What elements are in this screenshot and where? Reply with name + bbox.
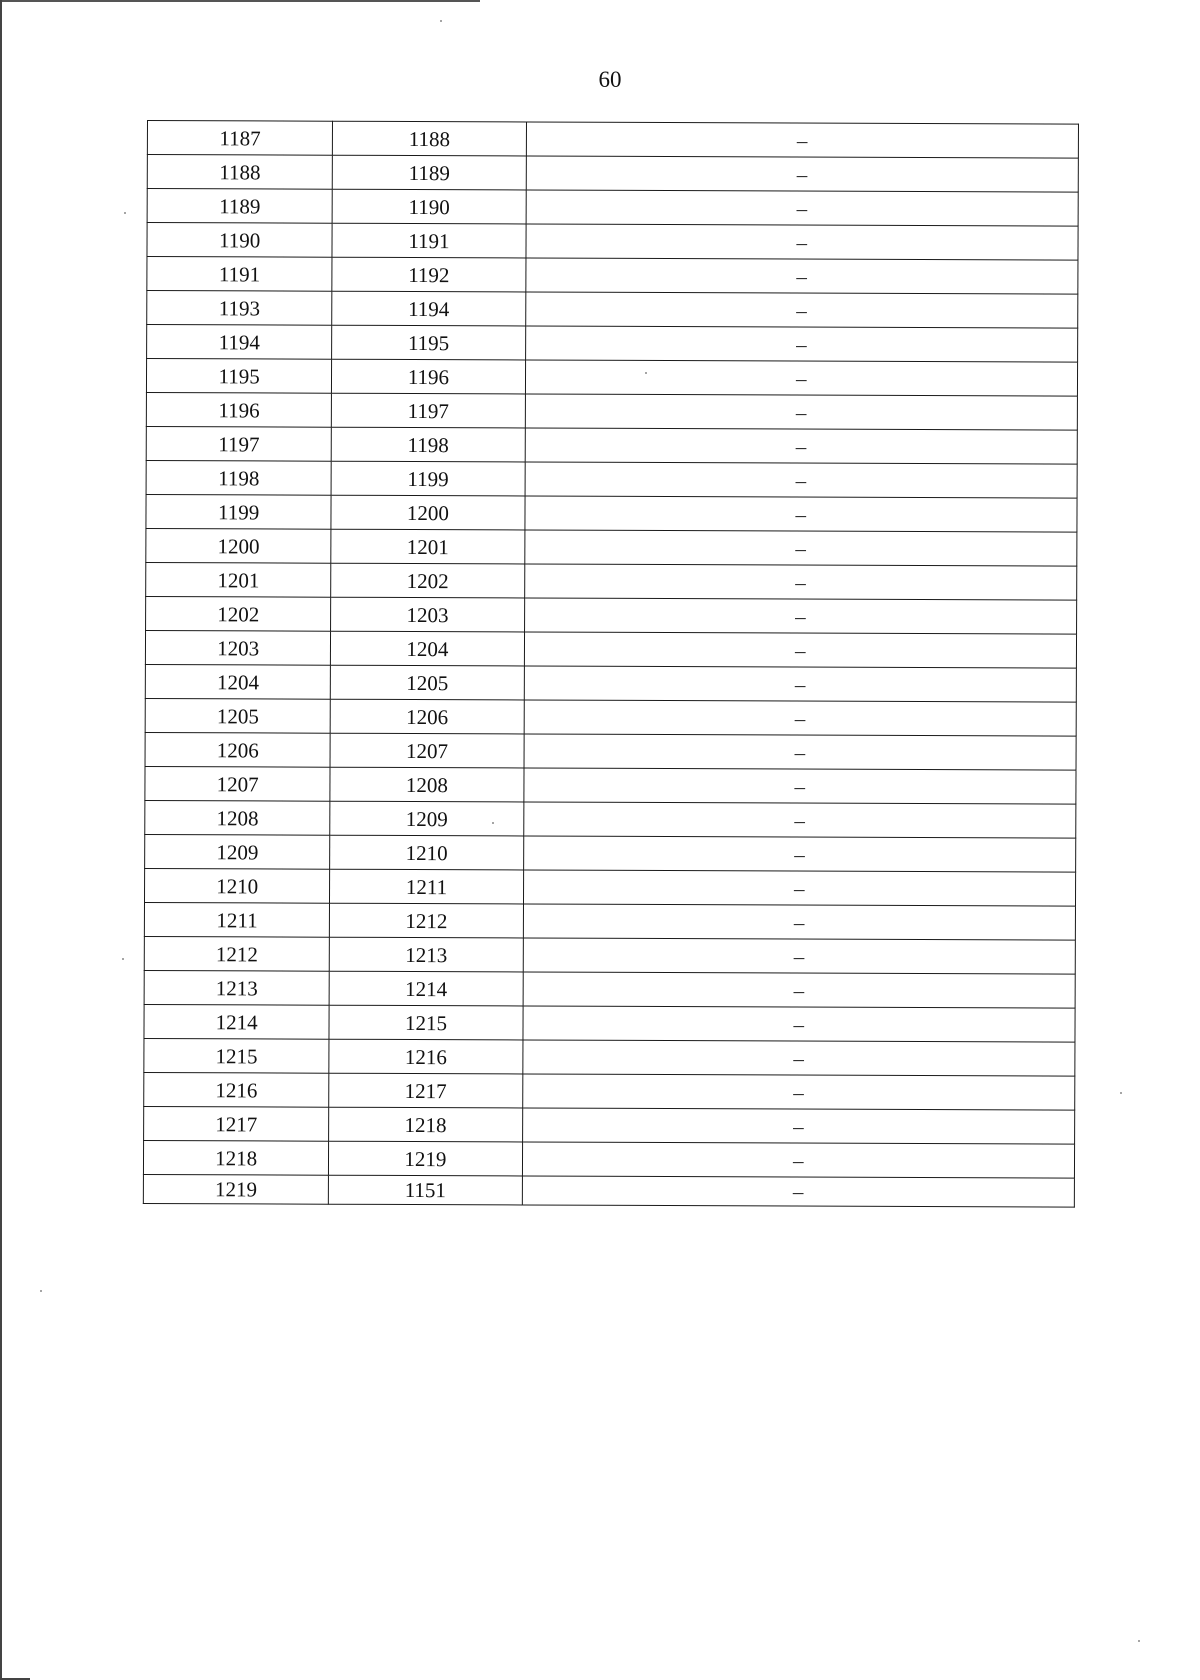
to-cell: 1214 <box>329 971 522 1006</box>
value-cell: – <box>524 632 1077 668</box>
from-cell: 1207 <box>145 766 330 801</box>
value-cell: – <box>525 428 1078 464</box>
table-row <box>144 1072 1075 1110</box>
to-cell: 1151 <box>329 1175 522 1205</box>
table-row <box>147 189 1078 227</box>
value-cell: – <box>525 496 1078 532</box>
table-row <box>146 392 1077 430</box>
table-row <box>146 359 1077 397</box>
to-cell: 1211 <box>330 869 523 904</box>
table-row <box>147 257 1078 295</box>
to-cell: 1216 <box>329 1039 522 1074</box>
table-row <box>144 1106 1075 1144</box>
from-cell: 1204 <box>145 664 330 699</box>
value-cell: – <box>525 292 1078 328</box>
value-cell: – <box>524 734 1077 770</box>
from-cell: 1188 <box>147 155 332 190</box>
table-row <box>147 155 1078 193</box>
table-row <box>147 121 1078 159</box>
page-edge-top <box>0 0 480 2</box>
value-cell: – <box>522 1176 1075 1207</box>
from-cell: 1215 <box>144 1038 329 1073</box>
from-cell: 1218 <box>143 1140 328 1175</box>
to-cell: 1201 <box>331 529 524 564</box>
to-cell: 1194 <box>332 291 525 326</box>
to-cell: 1205 <box>331 665 524 700</box>
from-cell: 1214 <box>144 1004 329 1039</box>
value-cell: – <box>523 836 1076 872</box>
from-cell: 1206 <box>145 732 330 767</box>
value-cell: – <box>523 938 1076 974</box>
scan-speck <box>440 20 442 22</box>
to-cell: 1206 <box>330 699 523 734</box>
from-cell: 1217 <box>144 1106 329 1141</box>
page-edge-left <box>0 0 2 1680</box>
scan-speck <box>124 212 126 214</box>
from-cell: 1191 <box>147 257 332 292</box>
from-cell: 1194 <box>147 325 332 360</box>
table-row <box>145 630 1076 668</box>
value-cell: – <box>522 1040 1075 1076</box>
to-cell: 1188 <box>333 121 526 156</box>
scan-speck <box>492 822 494 824</box>
value-cell: – <box>522 1074 1075 1110</box>
table-row <box>146 494 1077 532</box>
table-row <box>146 426 1077 464</box>
table-body <box>143 121 1078 1208</box>
from-cell: 1219 <box>143 1174 328 1204</box>
to-cell: 1202 <box>331 563 524 598</box>
to-cell: 1219 <box>329 1141 522 1176</box>
value-cell: – <box>525 462 1078 498</box>
value-cell: – <box>526 156 1079 192</box>
to-cell: 1207 <box>330 733 523 768</box>
table-row <box>144 868 1075 906</box>
to-cell: 1204 <box>331 631 524 666</box>
to-cell: 1200 <box>331 495 524 530</box>
from-cell: 1203 <box>145 630 330 665</box>
table-row <box>144 936 1075 974</box>
table-row <box>145 834 1076 872</box>
to-cell: 1218 <box>329 1107 522 1142</box>
table-row <box>145 664 1076 702</box>
to-cell: 1208 <box>330 767 523 802</box>
from-cell: 1198 <box>146 460 331 495</box>
table-row <box>145 766 1076 804</box>
to-cell: 1196 <box>332 359 525 394</box>
from-cell: 1210 <box>144 868 329 903</box>
page-number: 60 <box>598 67 622 92</box>
value-cell: – <box>522 1108 1075 1144</box>
to-cell: 1192 <box>332 257 525 292</box>
from-cell: 1202 <box>146 596 331 631</box>
value-cell: – <box>523 972 1076 1008</box>
to-cell: 1189 <box>333 155 526 190</box>
table-row <box>143 1140 1074 1178</box>
to-cell: 1199 <box>331 461 524 496</box>
to-cell: 1197 <box>332 393 525 428</box>
table-row <box>145 698 1076 736</box>
from-cell: 1201 <box>146 562 331 597</box>
from-cell: 1205 <box>145 698 330 733</box>
table-row <box>146 528 1077 566</box>
from-cell: 1189 <box>147 189 332 224</box>
from-cell: 1199 <box>146 494 331 529</box>
value-cell: – <box>523 870 1076 906</box>
table-row <box>144 970 1075 1008</box>
to-cell: 1209 <box>330 801 523 836</box>
value-cell: – <box>524 598 1077 634</box>
value-cell: – <box>525 326 1078 362</box>
table-row <box>147 325 1078 363</box>
from-cell: 1193 <box>147 291 332 326</box>
scan-speck <box>40 1290 42 1292</box>
value-cell: – <box>525 258 1078 294</box>
to-cell: 1212 <box>330 903 523 938</box>
table-row <box>146 460 1077 498</box>
from-cell: 1195 <box>146 359 331 394</box>
value-cell: – <box>524 666 1077 702</box>
table-row <box>145 732 1076 770</box>
table-row <box>144 902 1075 940</box>
to-cell: 1210 <box>330 835 523 870</box>
scan-speck <box>1120 1092 1122 1094</box>
scan-speck <box>122 958 124 960</box>
to-cell: 1215 <box>329 1005 522 1040</box>
from-cell: 1200 <box>146 528 331 563</box>
value-cell: – <box>526 224 1079 260</box>
table-row <box>147 223 1078 261</box>
from-cell: 1196 <box>146 392 331 427</box>
data-table <box>143 120 1079 1208</box>
value-cell: – <box>523 1006 1076 1042</box>
table-row <box>144 1038 1075 1076</box>
from-cell: 1187 <box>147 121 332 156</box>
from-cell: 1190 <box>147 223 332 258</box>
table-row <box>146 596 1077 634</box>
to-cell: 1217 <box>329 1073 522 1108</box>
value-cell: – <box>523 768 1076 804</box>
value-cell: – <box>525 394 1078 430</box>
value-cell: – <box>524 700 1077 736</box>
table-row <box>145 800 1076 838</box>
from-cell: 1211 <box>144 902 329 937</box>
to-cell: 1195 <box>332 325 525 360</box>
value-cell: – <box>524 564 1077 600</box>
to-cell: 1190 <box>332 189 525 224</box>
to-cell: 1213 <box>330 937 523 972</box>
from-cell: 1208 <box>145 800 330 835</box>
value-cell: – <box>522 1142 1075 1178</box>
table-row <box>143 1174 1074 1207</box>
from-cell: 1216 <box>144 1072 329 1107</box>
value-cell: – <box>523 904 1076 940</box>
value-cell: – <box>524 530 1077 566</box>
value-cell: – <box>526 122 1079 158</box>
scan-speck <box>645 372 647 374</box>
table-row <box>146 562 1077 600</box>
value-cell: – <box>523 802 1076 838</box>
table-row <box>147 291 1078 329</box>
value-cell: – <box>526 190 1079 226</box>
to-cell: 1198 <box>332 427 525 462</box>
from-cell: 1213 <box>144 970 329 1005</box>
from-cell: 1212 <box>144 936 329 971</box>
to-cell: 1203 <box>331 597 524 632</box>
scan-speck <box>1138 1640 1140 1642</box>
to-cell: 1191 <box>332 223 525 258</box>
table-row <box>144 1004 1075 1042</box>
from-cell: 1209 <box>145 834 330 869</box>
value-cell: – <box>525 360 1078 396</box>
from-cell: 1197 <box>146 426 331 461</box>
